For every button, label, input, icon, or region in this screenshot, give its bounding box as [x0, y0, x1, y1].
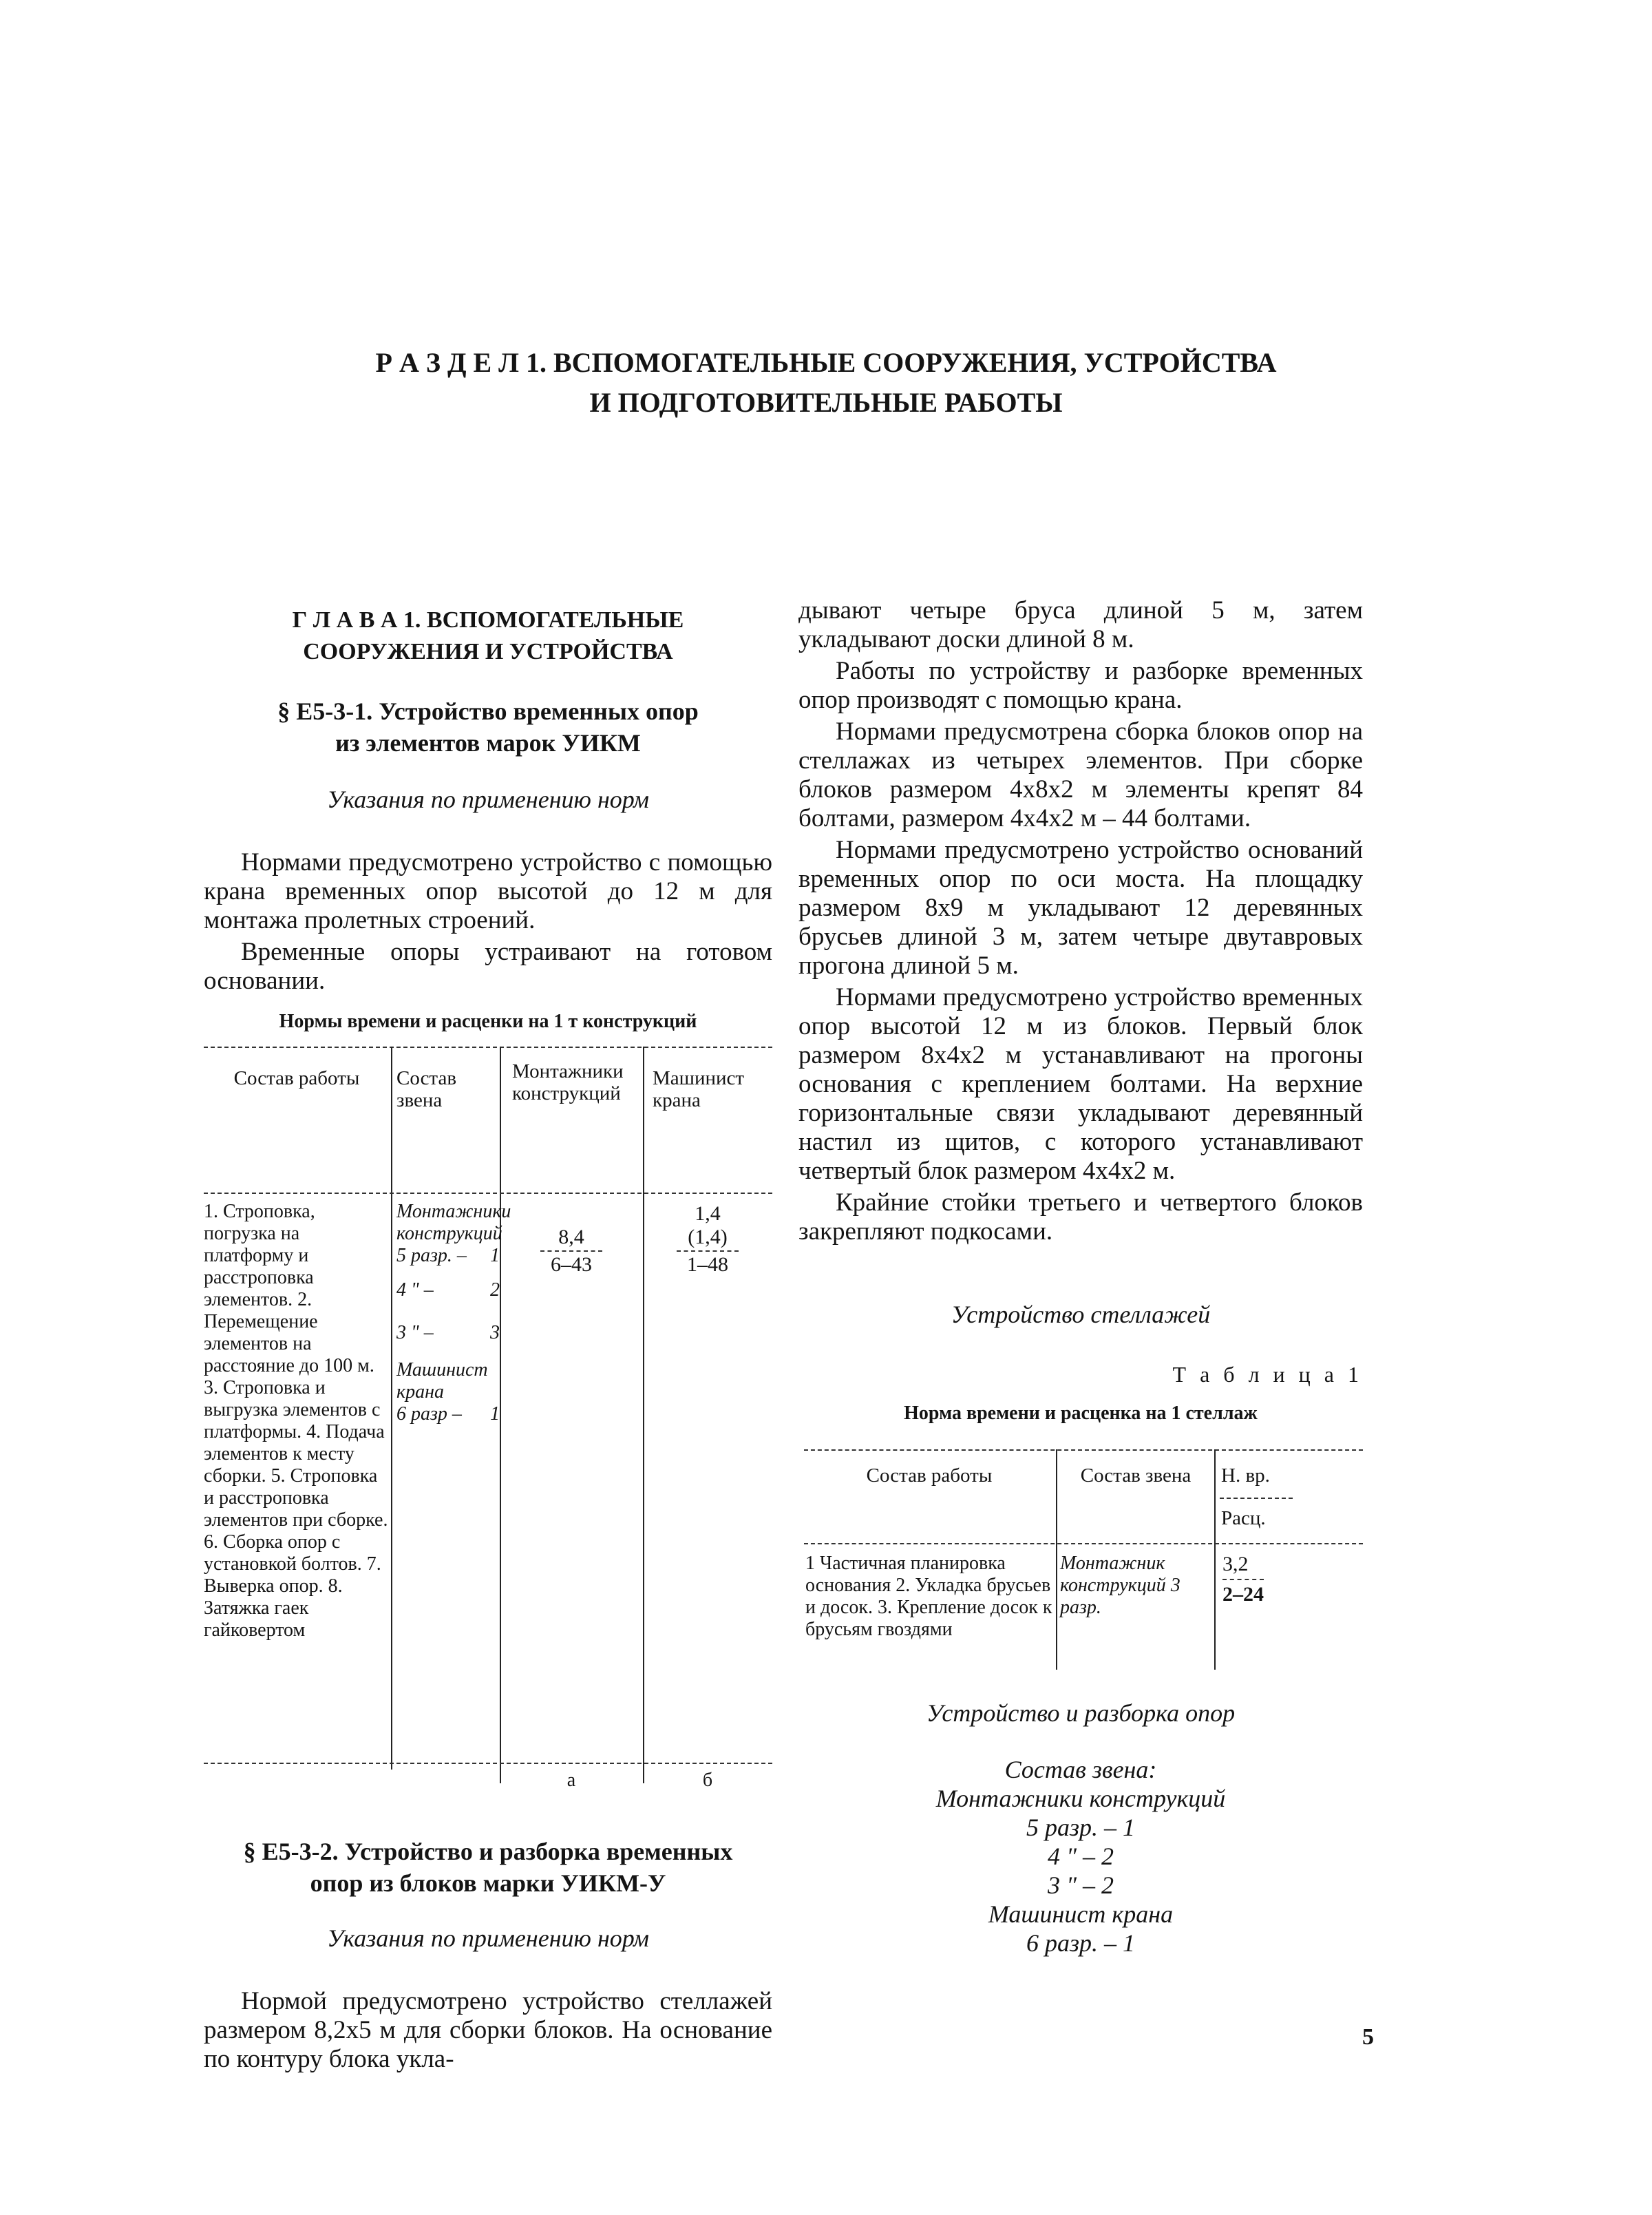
- table2-price: 2–24: [1222, 1583, 1264, 1606]
- table2-frac: [1222, 1579, 1264, 1580]
- table1-col-label-b: б: [702, 1770, 713, 1791]
- table1-crew-grade-4: 6 разр –: [396, 1403, 462, 1425]
- table1-header-crew: Состав звена: [396, 1067, 457, 1111]
- table1-crew-row-3: [396, 1322, 500, 1344]
- table1-norm-a: 8,4: [558, 1226, 584, 1248]
- crew-block-line4: 3 " – 2: [1047, 1871, 1114, 1899]
- table1-crew-count-4: 1: [490, 1403, 500, 1425]
- table1-vline-1: [391, 1047, 392, 1770]
- paragraph1-title: [204, 695, 772, 759]
- table1-price-b: 1–48: [687, 1253, 728, 1276]
- section-title: [206, 343, 1446, 423]
- table1-crew: [396, 1201, 511, 1425]
- right-column: [798, 596, 1363, 1957]
- table2-crew: Монтажник конструкций 3 разр.: [1060, 1553, 1180, 1618]
- table1-crew-role-2: Машинист крана: [396, 1359, 488, 1403]
- right-text2: Нормами предусмотрена сборка блоков опор на стеллажах из четырех элементов. При сборке блоков размером 4х8х2 м элементы крепят 84 болтами, размером 4х4х2 м – 44 болтами.: [798, 717, 1363, 832]
- crew-block-title: Состав звена:: [1004, 1756, 1157, 1783]
- table1-crew-count-2: 2: [490, 1279, 500, 1301]
- table1-crew-row-2: [396, 1279, 500, 1301]
- table1-col-a-values: [500, 1226, 643, 1277]
- chapter-heading-line2: СООРУЖЕНИЯ И УСТРОЙСТВА: [303, 639, 673, 664]
- table1-price-a: 6–43: [551, 1253, 592, 1276]
- table1-crew-count-1: 1: [490, 1245, 500, 1266]
- paragraph2-text1: Нормой предусмотрено устройство стеллажей размером 8,2х5 м для сборки блоков. На основание по контуру блока укла-: [204, 1987, 772, 2073]
- table2-vline-1: [1056, 1449, 1057, 1670]
- paragraph1-text2: Временные опоры устраивают на готовом основании.: [204, 938, 772, 995]
- table1-vline-3: [643, 1047, 644, 1783]
- table1-crew-grade-3: 3 " –: [396, 1322, 434, 1343]
- paragraph2-title: [204, 1836, 772, 1899]
- table2-label: Т а б л и ц а 1: [1172, 1362, 1363, 1387]
- table1-col-label-a: а: [566, 1770, 576, 1791]
- table2-norm: 3,2: [1222, 1553, 1249, 1575]
- table1-header-installers: Монтажники конструкций: [512, 1060, 624, 1104]
- table1-header-operator: Машинист крана: [653, 1067, 745, 1111]
- table2-header-crew: Состав звена: [1080, 1465, 1192, 1487]
- table1-crew-row-4: [396, 1403, 500, 1425]
- table2-header-work: Состав работы: [866, 1465, 993, 1487]
- crew-block-line2: 5 разр. – 1: [1026, 1814, 1136, 1841]
- table2-work-description: 1 Частичная планировка основания 2. Укладка брусьев и досок. 3. Крепление досок к брусьям гвоздями: [805, 1553, 1052, 1640]
- norms-table-1: [204, 1040, 772, 1804]
- paragraph1-title-line2: из элементов марок УИКМ: [335, 729, 641, 757]
- table1-top-rule: [204, 1047, 772, 1048]
- right-text4: Нормами предусмотрено устройство временных опор высотой 12 м из блоков. Первый блок размером 8х4х2 м устанавливают на прогоны основания с креплением болтами. На верхние горизонтальные связи укладывают деревянный настил из щитов, с которого устанавливают четвертый блок размером 4х4х2 м.: [798, 983, 1363, 1185]
- table1-crew-row-1: [396, 1245, 500, 1267]
- table2-caption: Норма времени и расценка на 1 стеллаж: [904, 1403, 1258, 1424]
- table1-crew-grade-2: 4 " –: [396, 1279, 434, 1301]
- table2-values: [1222, 1553, 1305, 1606]
- table1-norm-b-alt: (1,4): [688, 1226, 728, 1248]
- table2-header-price: Расц.: [1221, 1507, 1266, 1529]
- table1-crew-role-1: Монтажники конструкций: [396, 1201, 511, 1244]
- paragraph2-title-line2: опор из блоков марки УИКМ-У: [310, 1869, 666, 1897]
- right-text5: Крайние стойки третьего и четвертого блоков закрепляют подкосами.: [798, 1188, 1363, 1246]
- table1-frac-b: [677, 1250, 739, 1252]
- paragraph2-subtitle: Указания по применению норм: [327, 1924, 649, 1952]
- crew-block-line6: 6 разр. – 1: [1026, 1929, 1136, 1957]
- table2-header-rule: [804, 1543, 1363, 1544]
- paragraph1-title-line1: § Е5-3-1. Устройство временных опор: [277, 697, 699, 725]
- table2-vline-2: [1214, 1449, 1216, 1670]
- table1-col-b-values: [643, 1202, 772, 1277]
- norms-table-2: [798, 1449, 1363, 1683]
- table1-header-work: Состав работы: [233, 1067, 360, 1089]
- table1-bottom-rule: [204, 1763, 772, 1764]
- table1-crew-count-3: 3: [490, 1322, 500, 1343]
- right-text3: Нормами предусмотрено устройство оснований временных опор по оси моста. На площадку размером 8х9 м укладывают 12 деревянных брусьев длиной 3 м, затем четыре двутавровых прогона длиной 5 м.: [798, 836, 1363, 980]
- table1-crew-grade-1: 5 разр. –: [396, 1245, 467, 1266]
- right-text0: дывают четыре бруса длиной 5 м, затем укладывают доски длиной 8 м.: [798, 596, 1363, 653]
- chapter-heading: [204, 605, 772, 668]
- table1-vline-2: [500, 1047, 501, 1783]
- table2-header-norm: Н. вр.: [1221, 1465, 1270, 1487]
- table2-top-rule: [804, 1449, 1363, 1451]
- section-title-line1: Р А З Д Е Л 1. ВСПОМОГАТЕЛЬНЫЕ СООРУЖЕНИЯ, УСТРОЙСТВА: [375, 347, 1277, 378]
- table1-header-rule: [204, 1193, 772, 1194]
- paragraph2-title-line1: § Е5-3-2. Устройство и разборка временных: [243, 1838, 733, 1865]
- paragraph1-text1: Нормами предусмотрено устройство с помощью крана временных опор высотой до 12 м для монтажа пролетных строений.: [204, 848, 772, 934]
- crew-block-line1: Монтажники конструкций: [935, 1785, 1226, 1812]
- table1-work-description: 1. Строповка, погрузка на платформу и расстроповка элементов. 2. Перемещение элементов на расстояние до 100 м. 3. Строповка и выгрузка элементов с платформы. 4. Подача элементов к месту сборки. 5. Строповка и расстроповка элементов при сборке. 6. Сборка опор с установкой болтов. 7. Выверка опор. 8. Затяжка гаек гайковертом: [204, 1201, 388, 1641]
- paragraph1-subtitle: Указания по применению норм: [327, 786, 649, 813]
- racks-subtitle: Устройство стеллажей: [951, 1301, 1211, 1328]
- crew-block-line3: 4 " – 2: [1047, 1843, 1114, 1870]
- chapter-heading-line1: Г Л А В А 1. ВСПОМОГАТЕЛЬНЫЕ: [292, 607, 684, 633]
- table1-frac-a: [540, 1250, 602, 1252]
- right-text1: Работы по устройству и разборке временных опор производят с помощью крана.: [798, 657, 1363, 714]
- crew-block-line5: Машинист крана: [988, 1900, 1174, 1928]
- table2-norm-rule: [1220, 1498, 1293, 1499]
- left-column: [204, 605, 772, 2074]
- page-number: 5: [1362, 2024, 1374, 2050]
- table1-norm-b: 1,4: [695, 1202, 721, 1225]
- section-title-line2: И ПОДГОТОВИТЕЛЬНЫЕ РАБОТЫ: [589, 387, 1063, 418]
- crew-block: [798, 1755, 1363, 1957]
- supports-subtitle: Устройство и разборка опор: [926, 1699, 1236, 1727]
- table1-caption: Нормы времени и расценки на 1 т конструкций: [279, 1011, 697, 1032]
